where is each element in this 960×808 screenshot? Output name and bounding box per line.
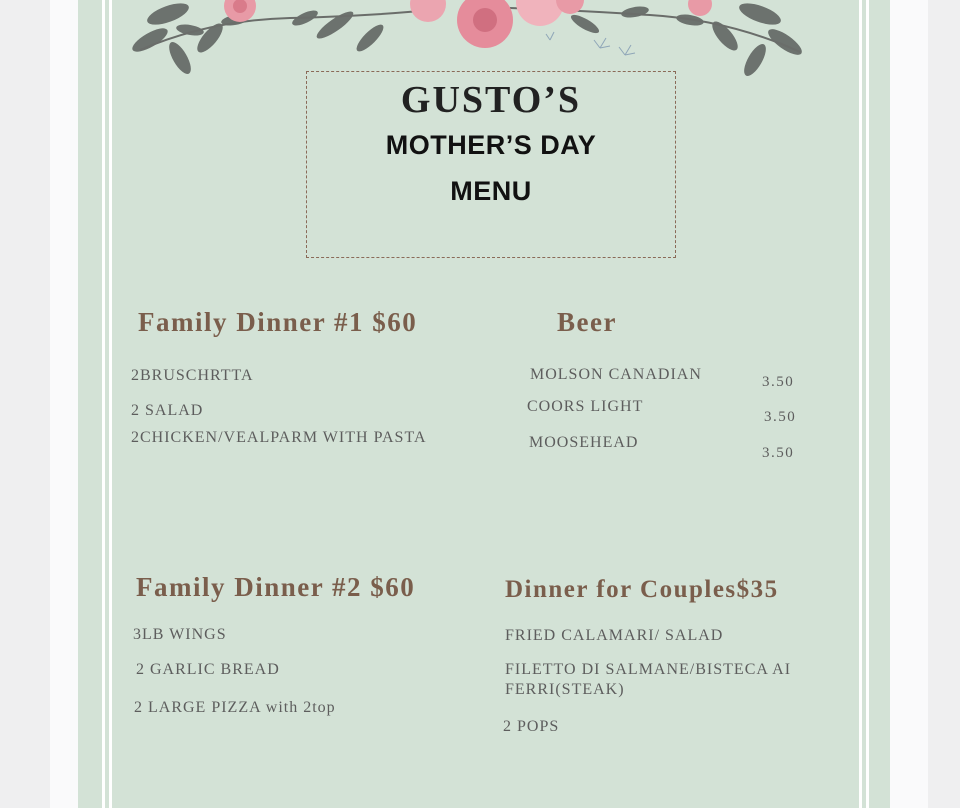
menu-title-line-1: MOTHER’S DAY — [385, 130, 597, 160]
family-dinner-2-heading: Family Dinner #2 $60 — [136, 572, 416, 602]
dinner-for-couples-item: FILETTO DI SALMANE/BISTECA AI FERRI(STEAK) — [505, 661, 792, 698]
family-dinner-1-item: 2CHICKEN/VEALPARM WITH PASTA — [131, 429, 427, 446]
title-box — [306, 71, 676, 258]
dinner-for-couples-heading: Dinner for Couples$35 — [505, 576, 779, 603]
family-dinner-2-item: 3LB WINGS — [133, 626, 227, 643]
family-dinner-1-item: 2BRUSCHRTTA — [131, 367, 254, 384]
beer-item-name: MOOSEHEAD — [529, 434, 639, 451]
dinner-for-couples-item: FRIED CALAMARI/ SALAD — [505, 627, 724, 644]
frame-line-right-inner — [859, 0, 862, 808]
dinner-for-couples-item: 2 POPS — [503, 718, 560, 735]
restaurant-name: GUSTO’S — [400, 79, 582, 121]
beer-item-name: COORS LIGHT — [527, 398, 644, 415]
beer-item-price: 3.50 — [762, 374, 795, 390]
family-dinner-2-item: 2 LARGE PIZZA with 2top — [134, 699, 336, 716]
frame-line-left-outer — [102, 0, 105, 808]
family-dinner-2-item: 2 GARLIC BREAD — [136, 661, 280, 678]
beer-item-price: 3.50 — [764, 409, 797, 425]
frame-line-left-inner — [109, 0, 112, 808]
family-dinner-1-item: 2 SALAD — [131, 402, 204, 419]
family-dinner-1-heading: Family Dinner #1 $60 — [138, 307, 418, 337]
sprigs — [546, 32, 635, 55]
menu-title-line-2: MENU — [450, 176, 532, 206]
beer-heading: Beer — [557, 307, 617, 337]
beer-item-name: MOLSON CANADIAN — [530, 366, 702, 383]
beer-item-price: 3.50 — [762, 445, 795, 461]
frame-line-right-outer — [866, 0, 869, 808]
